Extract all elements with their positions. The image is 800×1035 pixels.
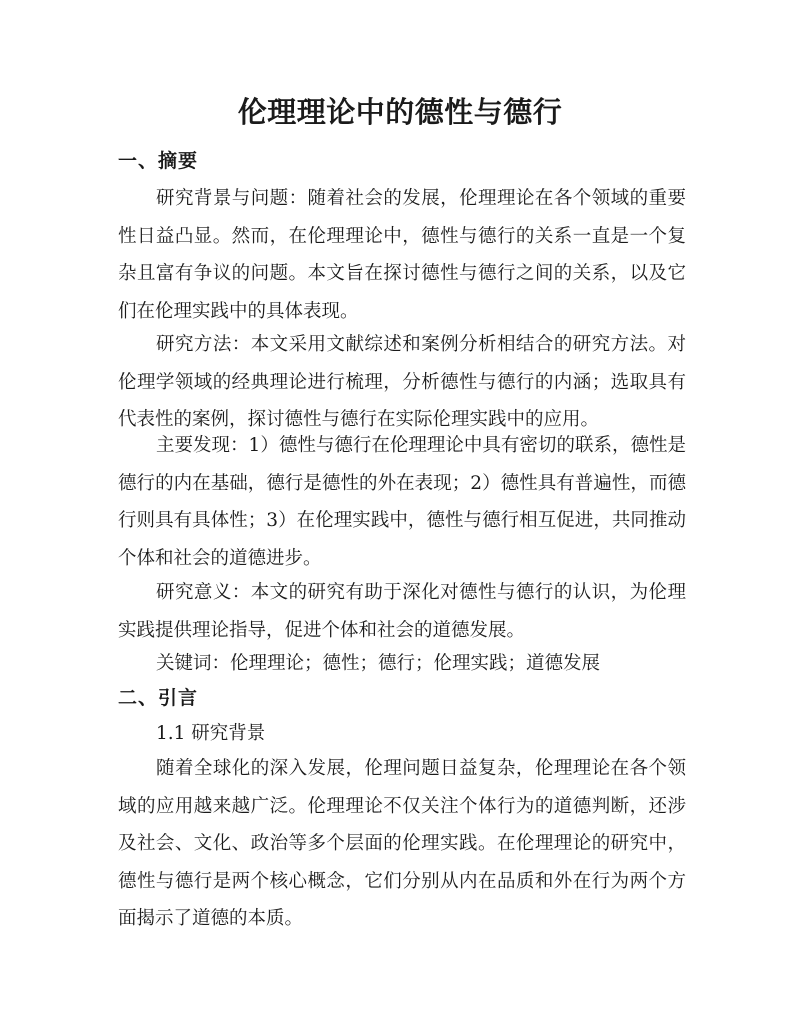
keywords-line: 关键词：伦理理论；德性；德行；伦理实践；道德发展: [156, 653, 601, 674]
section-heading-abstract: 一、摘要: [118, 150, 199, 172]
introduction-background-paragraph: 随着全球化的深入发展，伦理问题日益复杂，伦理理论在各个领域的应用越来越广泛。伦理理论不仅关注个体行为的道德判断，还涉及社会、文化、政治等多个层面的伦理实践。在伦理理论的研究中，德性与德行是两个核心概念，它们分别从内在品质和外在行为两个方面揭示了道德的本质。: [118, 758, 686, 929]
subsection-heading-background: 1.1 研究背景: [156, 723, 266, 744]
section-heading-introduction: 二、引言: [118, 687, 199, 709]
abstract-significance-paragraph: 研究意义：本文的研究有助于深化对德性与德行的认识，为伦理实践提供理论指导，促进个体和社会的道德发展。: [118, 582, 686, 641]
abstract-method-paragraph: 研究方法：本文采用文献综述和案例分析相结合的研究方法。对伦理学领域的经典理论进行梳理，分析德性与德行的内涵；选取具有代表性的案例，探讨德性与德行在实际伦理实践中的应用。: [118, 334, 686, 430]
abstract-background-paragraph: 研究背景与问题：随着社会的发展，伦理理论在各个领域的重要性日益凸显。然而，在伦理理论中，德性与德行的关系一直是一个复杂且富有争议的问题。本文旨在探讨德性与德行之间的关系，以及它们在伦理实践中的具体表现。: [118, 188, 686, 322]
document-title: 伦理理论中的德性与德行: [237, 95, 563, 129]
abstract-findings-paragraph: 主要发现：1）德性与德行在伦理理论中具有密切的联系，德性是德行的内在基础，德行是德性的外在表现；2）德性具有普遍性，而德行则具有具体性；3）在伦理实践中，德性与德行相互促进，共同推动个体和社会的道德进步。: [118, 435, 686, 569]
